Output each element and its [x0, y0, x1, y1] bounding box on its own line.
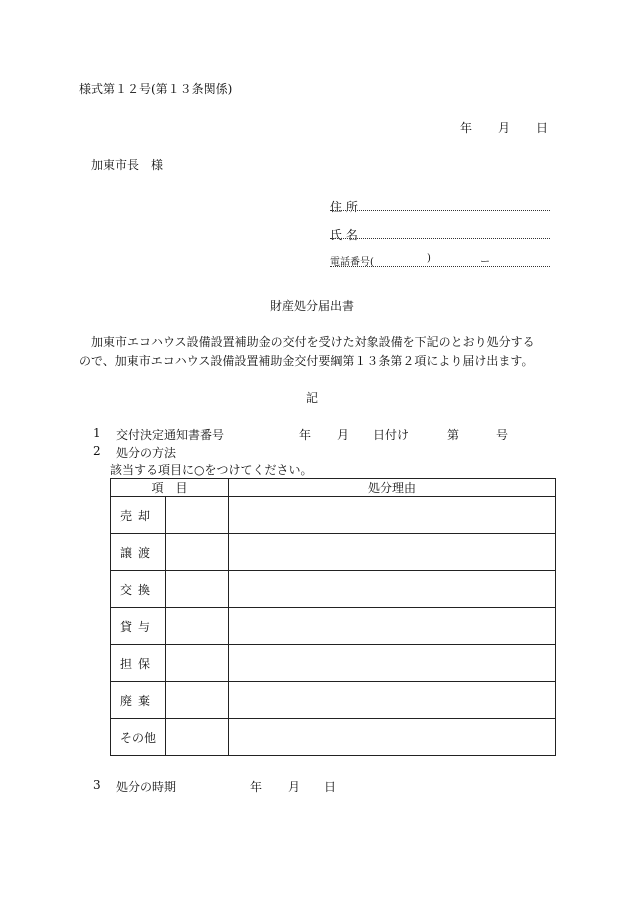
date-day: 日: [536, 121, 549, 135]
table-row: [111, 719, 556, 756]
phone-label: 電話番号(: [330, 257, 374, 268]
reason-cell[interactable]: [229, 534, 556, 571]
name-label: 氏 名: [330, 228, 358, 242]
mark-cell[interactable]: [166, 608, 229, 645]
section1-month: 月: [337, 428, 350, 442]
reason-cell[interactable]: [229, 719, 556, 756]
reason-cell[interactable]: [229, 608, 556, 645]
table-header-row: [111, 479, 556, 497]
document-title: 財産処分届出書: [270, 299, 355, 313]
phone-line[interactable]: [330, 266, 550, 267]
ki-heading: 記: [306, 391, 319, 405]
body-text-line1: 加東市エコハウス設備設置補助金の交付を受けた対象設備を下記のとおり処分する: [91, 335, 535, 349]
phone-close-paren: ): [427, 253, 431, 264]
reason-cell[interactable]: [229, 571, 556, 608]
section3-year: 年: [250, 780, 263, 794]
item-label: 担保: [111, 645, 166, 682]
section1-dated: 日付け: [373, 428, 410, 442]
section3-day: 日: [324, 780, 337, 794]
mark-cell[interactable]: [166, 571, 229, 608]
table-row: [111, 497, 556, 534]
date-year: 年: [460, 121, 473, 135]
section1-number: 1: [93, 426, 101, 440]
date-month: 月: [498, 121, 511, 135]
section2-label: 処分の方法: [116, 446, 177, 460]
address-line[interactable]: [330, 210, 550, 211]
item-label: 貸与: [111, 608, 166, 645]
reason-cell[interactable]: [229, 682, 556, 719]
addressee: 加東市長 様: [91, 158, 164, 172]
mark-cell[interactable]: [166, 682, 229, 719]
reason-cell[interactable]: [229, 497, 556, 534]
reason-cell[interactable]: [229, 645, 556, 682]
header-reason: 処分理由: [229, 479, 556, 497]
mark-cell[interactable]: [166, 719, 229, 756]
body-text-line2: ので、加東市エコハウス設備設置補助金交付要綱第１３条第２項により届け出ます。: [79, 354, 534, 368]
section2-number: 2: [93, 444, 101, 458]
form-number: 様式第１２号(第１３条関係): [79, 82, 233, 96]
item-label: その他: [111, 719, 166, 756]
name-line[interactable]: [330, 238, 550, 239]
section2-instruction: 該当する項目に○をつけてください。: [110, 463, 313, 477]
item-label: 廃棄: [111, 682, 166, 719]
mark-cell[interactable]: [166, 645, 229, 682]
section1-label: 交付決定通知書番号: [116, 428, 225, 442]
section1-year: 年: [299, 428, 312, 442]
table-row: [111, 571, 556, 608]
disposal-method-table: [110, 478, 556, 756]
item-label: 譲渡: [111, 534, 166, 571]
address-label: 住 所: [330, 200, 358, 214]
table-row: [111, 608, 556, 645]
section3-number: 3: [93, 778, 101, 792]
header-item: 項 目: [111, 479, 229, 497]
mark-cell[interactable]: [166, 497, 229, 534]
section1-go: 号: [496, 428, 509, 442]
mark-cell[interactable]: [166, 534, 229, 571]
section3-month: 月: [288, 780, 301, 794]
section1-dai: 第: [447, 428, 460, 442]
table-row: [111, 645, 556, 682]
phone-dash: ー: [480, 257, 490, 268]
item-label: 交換: [111, 571, 166, 608]
section3-label: 処分の時期: [116, 780, 177, 794]
table-row: [111, 682, 556, 719]
item-label: 売却: [111, 497, 166, 534]
table-row: [111, 534, 556, 571]
